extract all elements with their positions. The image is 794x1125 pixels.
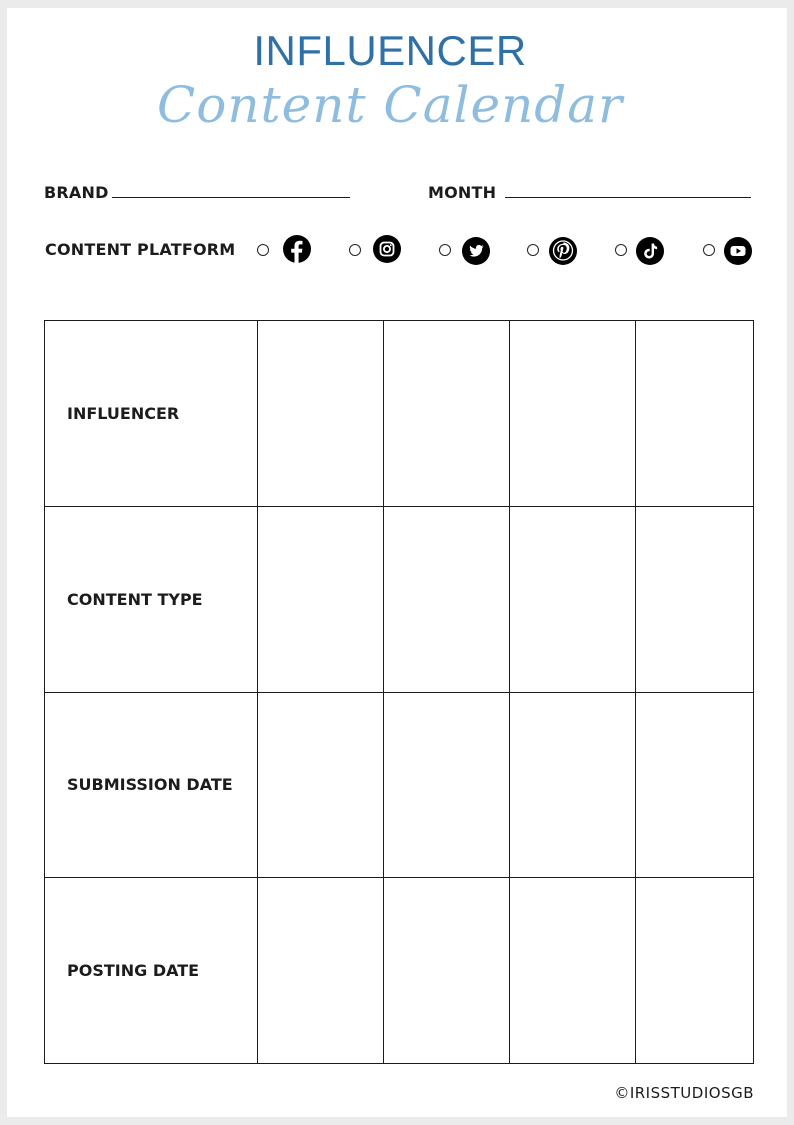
pinterest-radio[interactable] <box>527 244 539 256</box>
content-platform-label: CONTENT PLATFORM <box>45 240 236 259</box>
table-cell[interactable] <box>258 321 384 507</box>
month-input-line[interactable] <box>505 197 751 198</box>
table-cell[interactable] <box>384 878 510 1064</box>
table-cell[interactable] <box>510 506 636 692</box>
table-cell[interactable] <box>258 878 384 1064</box>
table-cell[interactable] <box>258 692 384 878</box>
table-row <box>45 506 754 692</box>
instagram-radio[interactable] <box>349 244 361 256</box>
content-calendar-table <box>44 320 754 1064</box>
row-label-posting-date: POSTING DATE <box>45 878 258 1064</box>
youtube-radio[interactable] <box>703 244 715 256</box>
row-label-influencer: INFLUENCER <box>45 321 258 507</box>
copyright-text: ©IRISSTUDIOSGB <box>614 1084 754 1102</box>
table-row <box>45 321 754 507</box>
table-cell[interactable] <box>510 321 636 507</box>
brand-label: BRAND <box>44 183 109 202</box>
row-label-submission-date: SUBMISSION DATE <box>45 692 258 878</box>
table-cell[interactable] <box>636 506 754 692</box>
table-cell[interactable] <box>636 692 754 878</box>
table-row <box>45 692 754 878</box>
twitter-icon <box>462 237 490 265</box>
table-cell[interactable] <box>636 321 754 507</box>
youtube-icon <box>724 237 752 265</box>
pinterest-icon <box>549 237 577 265</box>
tiktok-icon <box>636 237 664 265</box>
month-label: MONTH <box>428 183 497 202</box>
page-subtitle: Content Calendar <box>157 76 623 134</box>
table-cell[interactable] <box>636 878 754 1064</box>
table-row <box>45 878 754 1064</box>
tiktok-radio[interactable] <box>615 244 627 256</box>
twitter-radio[interactable] <box>439 244 451 256</box>
table-cell[interactable] <box>258 506 384 692</box>
table-cell[interactable] <box>384 692 510 878</box>
table-cell[interactable] <box>384 506 510 692</box>
table-cell[interactable] <box>384 321 510 507</box>
table-cell[interactable] <box>510 692 636 878</box>
page-title: INFLUENCER <box>253 27 527 74</box>
table-cell[interactable] <box>510 878 636 1064</box>
brand-input-line[interactable] <box>112 197 350 198</box>
facebook-icon <box>283 235 311 263</box>
row-label-content-type: CONTENT TYPE <box>45 506 258 692</box>
instagram-icon <box>373 235 401 263</box>
facebook-radio[interactable] <box>257 244 269 256</box>
